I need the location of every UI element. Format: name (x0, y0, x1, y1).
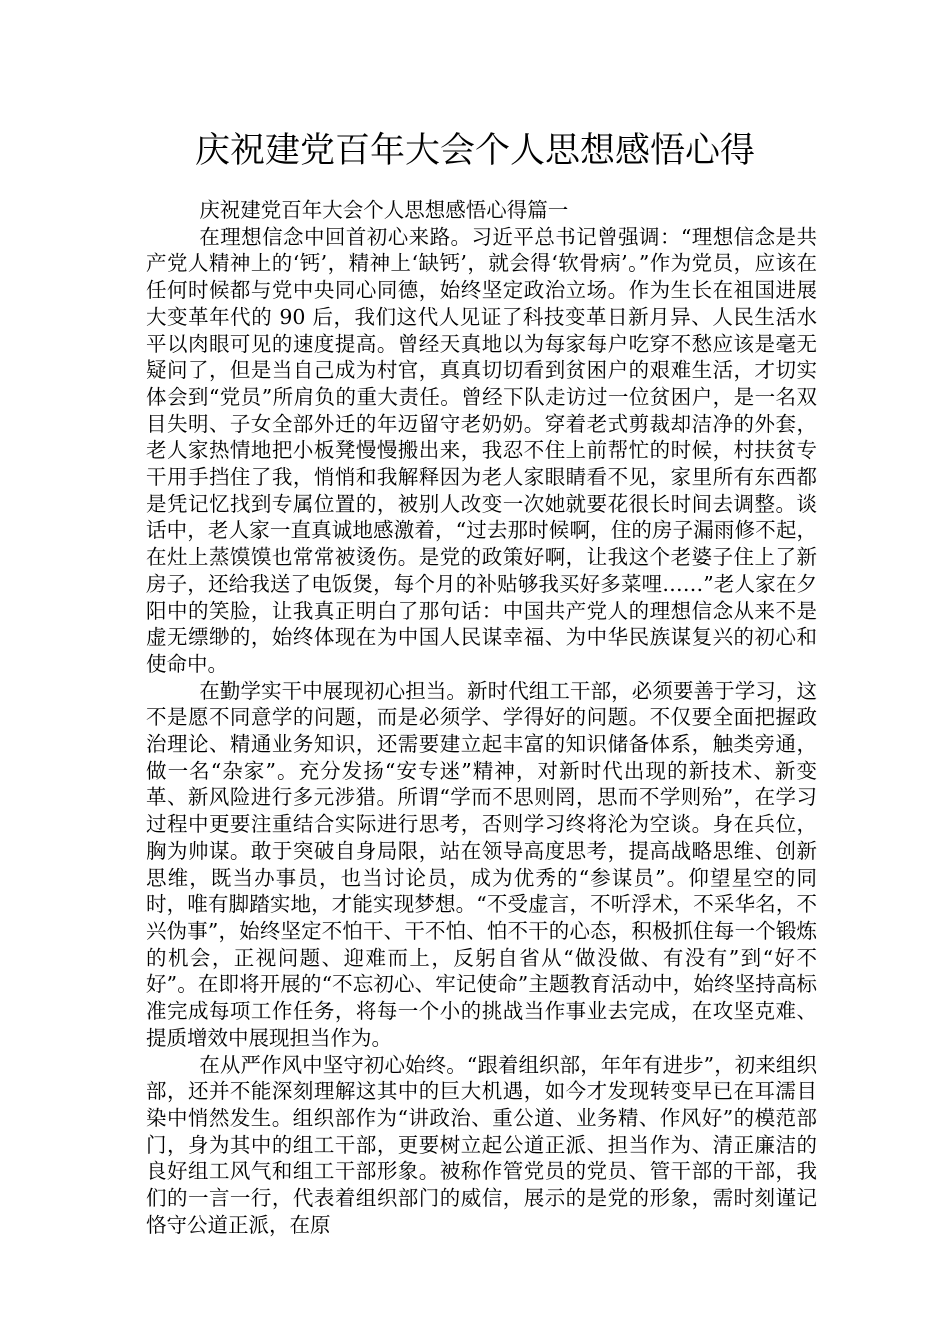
document-body (146, 197, 817, 1238)
body-paragraph: 在理想信念中回首初心来路。习近平总书记曾强调：“理想信念是共产党人精神上的‘钙’，精神上‘缺钙’，就会得‘软骨病’。”作为党员，应该在任何时候都与党中央同心同德，始终坚定政治立场。作为生长在祖国进展大变革年代的 90 后，我们这代人见证了科技变革日新月异、人民生活水平以肉眼可见的速度提高。曾经天真地以为每家每户吃穿不愁应该是毫无疑问了，但是当自己成为村官，真真切切看到贫困户的艰难生活，才切实体会到“党员”所肩负的重大责任。曾经下队走访过一位贫困户，是一名双目失明、子女全部外迁的年迈留守老奶奶。穿着老式剪裁却洁净的外套，老人家热情地把小板凳慢慢搬出来，我忍不住上前帮忙的时候，村扶贫专干用手挡住了我，悄悄和我解释因为老人家眼睛看不见，家里所有东西都是凭记忆找到专属位置的，被别人改变一次她就要花很长时间去调整。谈话中，老人家一直真诚地感激着，“过去那时候啊，住的房子漏雨修不起，在灶上蒸馍馍也常常被烫伤。是党的政策好啊，让我这个老婆子住上了新房子，还给我送了电饭煲，每个月的补贴够我买好多菜哩……”老人家在夕阳中的笑脸，让我真正明白了那句话：中国共产党人的理想信念从来不是虚无缥缈的，始终体现在为中国人民谋幸福、为中华民族谋复兴的初心和使命中。 (146, 224, 817, 676)
body-paragraph: 在勤学实干中展现初心担当。新时代组工干部，必须要善于学习，这不是愿不同意学的问题，而是必须学、学得好的问题。不仅要全面把握政治理论、精通业务知识，还需要建立起丰富的知识储备体系，触类旁通，做一名“杂家”。充分发扬“安专迷”精神，对新时代出现的新技术、新变革、新风险进行多元涉猎。所谓“学而不思则罔，思而不学则殆”，在学习过程中更要注重结合实际进行思考，否则学习终将沦为空谈。身在兵位，胸为帅谋。敢于突破自身局限，站在领导高度思考，提高战略思维、创新思维，既当办事员，也当讨论员，成为优秀的“参谋员”。仰望星空的同时，唯有脚踏实地，才能实现梦想。“不受虚言，不听浮术，不采华名，不兴伪事”，始终坚定不怕干、干不怕、怕不干的心态，积极抓住每一个锻炼的机会，正视问题、迎难而上，反躬自省从“做没做、有没有”到“好不好”。在即将开展的“不忘初心、牢记使命”主题教育活动中，始终坚持高标准完成每项工作任务，将每一个小的挑战当作事业去完成，在攻坚克难、提质增效中展现担当作为。 (146, 678, 817, 1050)
document-title: 庆祝建党百年大会个人思想感悟心得 (194, 131, 755, 171)
body-paragraph: 在从严作风中坚守初心始终。“跟着组织部，年年有进步”，初来组织部，还并不能深刻理解这其中的巨大机遇，如今才发现转变早已在耳濡目染中悄然发生。组织部作为“讲政治、重公道、业务精、作风好”的模范部门，身为其中的组工干部，更要树立起公道正派、担当作为、清正廉洁的良好组工风气和组工干部形象。被称作管党员的党员、管干部的干部，我们的一言一行，代表着组织部门的威信，展示的是党的形象，需时刻谨记恪守公道正派，在原 (146, 1052, 817, 1237)
section-subtitle: 庆祝建党百年大会个人思想感悟心得篇一 (199, 198, 569, 222)
